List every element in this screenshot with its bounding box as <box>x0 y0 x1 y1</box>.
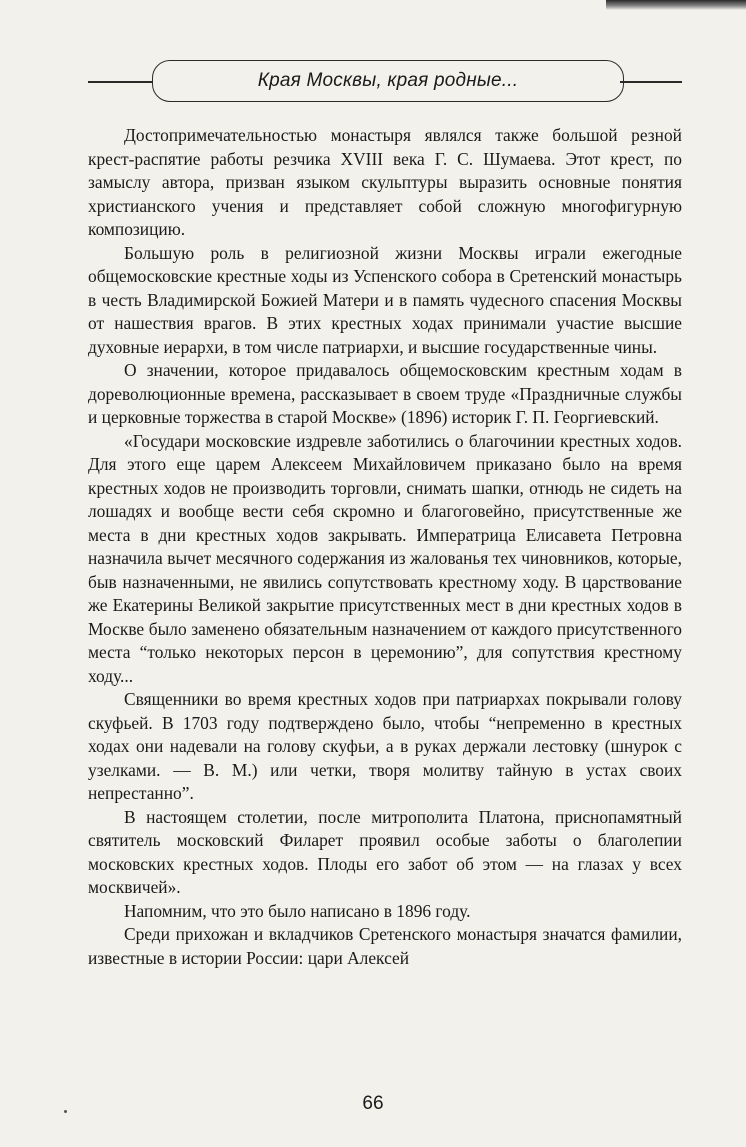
header-rule-right <box>620 81 682 83</box>
header-frame <box>152 60 624 102</box>
paragraph-cross: Достопримечательностью монастыря являлся также большой резной крест-распятие работы резчика XVIII века Г. С. Шумаева. Этот крест, по замыслу автора, призван языком скульптуры выразить основные понятия христианского учения и представляет собой сложную многофигурную композицию. <box>88 125 682 239</box>
page-number: 66 <box>362 1093 384 1114</box>
running-header <box>88 60 682 104</box>
paragraph-quote-priests: Священники во время крестных ходов при патриархах покрывали голову скуфьей. В 1703 году подтверждено было, чтобы “непременно в крестных ходах они надевали на голову скуфьи, а в руках держали лестовку (шнурок с узелками. — В. М.) или четки, творя молитву тайную в устах своих непрестанно”. <box>88 689 682 803</box>
page-edge-shadow <box>606 0 746 10</box>
paragraph-reminder: Напомним, что это было написано в 1896 году. <box>124 900 471 921</box>
header-title: Края Москвы, края родные... <box>257 70 519 91</box>
paragraph-parishioners: Среди прихожан и вкладчиков Сретенского монастыря значатся фамилии, известные в истории России: цари Алексей <box>88 924 682 968</box>
body-text <box>88 124 682 970</box>
paragraph-georgievsky: О значении, которое придавалось общемосковским крестным ходам в дореволюционные времена, рассказывает в своем труде «Праздничные службы и церковные торжества в старой Москве» (1896) историк Г. П. Георгиевский. <box>88 360 682 427</box>
paragraph-processions: Большую роль в религиозной жизни Москвы играли ежегодные общемосковские крестные ходы из Успенского собора в Сретенский монастырь в честь Владимирской Божией Матери и в память чудесного спасения Москвы от нашествия врагов. В этих крестных ходах принимали участие высшие духовные иерархи, в том числе патриархи, и высшие государственные чины. <box>88 242 682 357</box>
paragraph-quote-sovereigns: «Государи московские издревле заботились о благочинии крестных ходов. Для этого еще царем Алексеем Михайловичем приказано было на время крестных ходов не производить торговли, снимать шапки, отнюдь не сидеть на лошадях и вообще вести себя скромно и благоговейно, присутственные же места в дни крестных ходов закрывать. Императрица Елисавета Петровна назначила вычет месячного содержания из жалованья тех чиновников, которые, быв назначенными, не явились сопутствовать крестному ходу. В царствование же Екатерины Великой закрытие присутственных мест в дни крестных ходов в Москве было заменено обязательным назначением от каждого присутственного места “только некоторых персон в церемонию”, для сопутствия крестному ходу... <box>88 430 682 686</box>
paragraph-quote-filaret: В настоящем столетии, после митрополита Платона, приснопамятный святитель московский Филарет проявил особые заботы о благолепии московских крестных ходов. Плоды его забот об этом — на глазах у всех москвичей». <box>88 806 682 897</box>
header-rule-left <box>88 81 158 83</box>
